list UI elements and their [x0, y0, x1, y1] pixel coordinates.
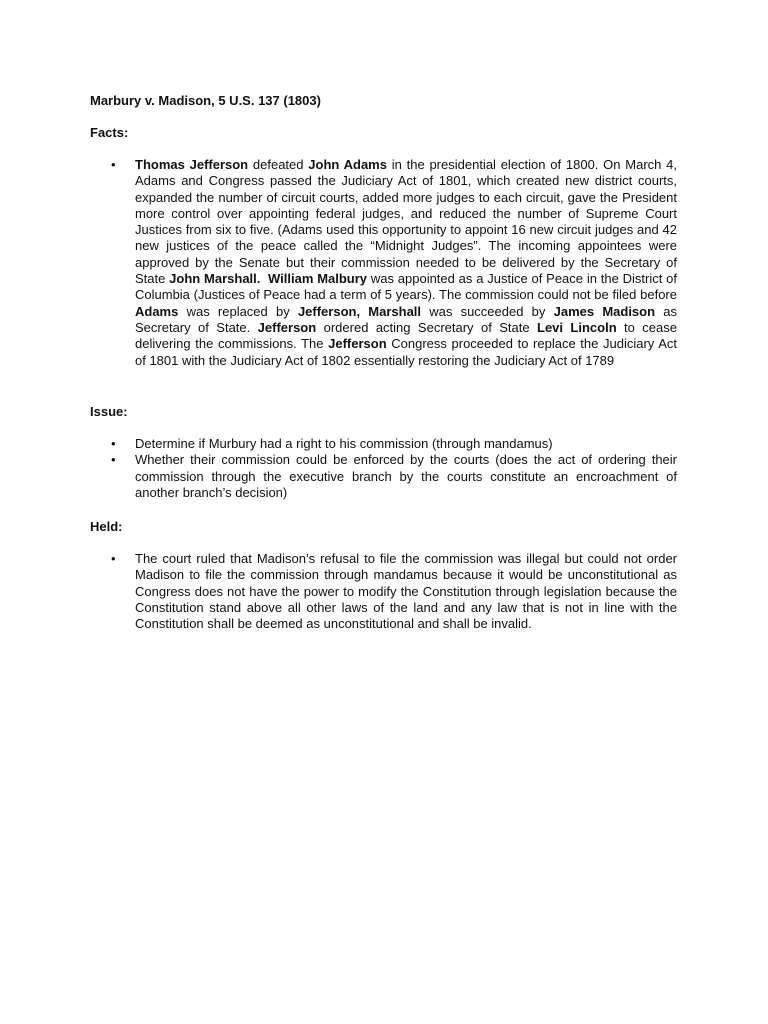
bullet-icon: • — [111, 452, 116, 468]
bold-name: John Marshall. — [169, 271, 261, 287]
issue-text: Whether their commission could be enforced by the courts (does the act of ordering their commission through the executive branch by the courts constitute an encroachment of another branch’s decision) — [135, 452, 677, 500]
facts-text: ordered acting Secretary of State — [316, 319, 537, 335]
facts-text: was appointed as a Justice of Peace in the District of Columbia (Justices of Peace had a term of 5 years). The commission could not be filed before — [135, 271, 677, 303]
bold-name: Jefferson, Marshall — [297, 303, 422, 319]
issue-text: Determine if Murbury had a right to his commission (through mandamus) — [135, 436, 553, 451]
bullet-icon: • — [111, 157, 116, 172]
held-list — [0, 551, 677, 632]
facts-text: defeated — [248, 157, 309, 172]
bold-name: Jefferson — [328, 336, 387, 352]
facts-heading: Facts: — [90, 125, 129, 140]
bold-name: John Adams — [308, 157, 387, 172]
facts-bullet-item — [111, 157, 678, 369]
facts-text: was replaced by — [178, 303, 298, 319]
facts-text: in the presidential election of 1800. On March 4, Adams and Congress passed the Judiciary Act of 1801, which created new district courts, expanded the number of circuit courts, added more judges to each circuit, gave the President more control over appointing federal judges, and reduced the number of Supreme Court Justices from six to five. (Adams used this opportunity to appoint 16 new circuit judges and 42 new justices of the peace called the “Midnight Judges”. The incoming appointees were approved by the Senate but their commission needed to be delivered by the Secretary of State — [135, 157, 678, 287]
issue-list — [0, 436, 677, 501]
facts-list — [0, 157, 677, 369]
bold-name: Levi Lincoln — [537, 319, 617, 335]
bold-name: James Madison — [553, 303, 656, 319]
facts-text: as Secretary of State. — [135, 303, 677, 335]
bullet-icon: • — [111, 436, 116, 451]
bold-name: Thomas Jefferson — [135, 157, 249, 172]
bullet-icon: • — [111, 551, 116, 566]
held-text: The court ruled that Madison’s refusal to file the commission was illegal but could not order Madison to file the commission through mandamus because it would be unconstitutional as Congress does not have the power to modify the Constitution through legislation because the Constitution stand above all other laws of the land and any law that is not in line with the Constitution shall be deemed as unconstitutional and shall be invalid. — [135, 551, 677, 632]
issue-bullet-item — [111, 436, 677, 452]
facts-text: to cease delivering the commissions. The — [135, 319, 677, 352]
issue-heading: Issue: — [90, 404, 128, 419]
case-title: Marbury v. Madison, 5 U.S. 137 (1803) — [90, 93, 321, 108]
bold-name: Adams — [135, 303, 179, 319]
held-bullet-item — [111, 551, 677, 632]
issue-bullet-item — [111, 452, 677, 501]
facts-text: Congress proceeded to replace the Judiciary Act of 1801 with the Judiciary Act of 1802 essentially restoring the Judiciary Act of 1789 — [135, 336, 677, 368]
facts-text: was succeeded by — [421, 303, 554, 319]
bold-name: Jefferson — [257, 319, 317, 335]
held-heading: Held: — [90, 519, 123, 534]
bold-name: William Malbury — [268, 271, 368, 287]
facts-text — [260, 271, 268, 286]
